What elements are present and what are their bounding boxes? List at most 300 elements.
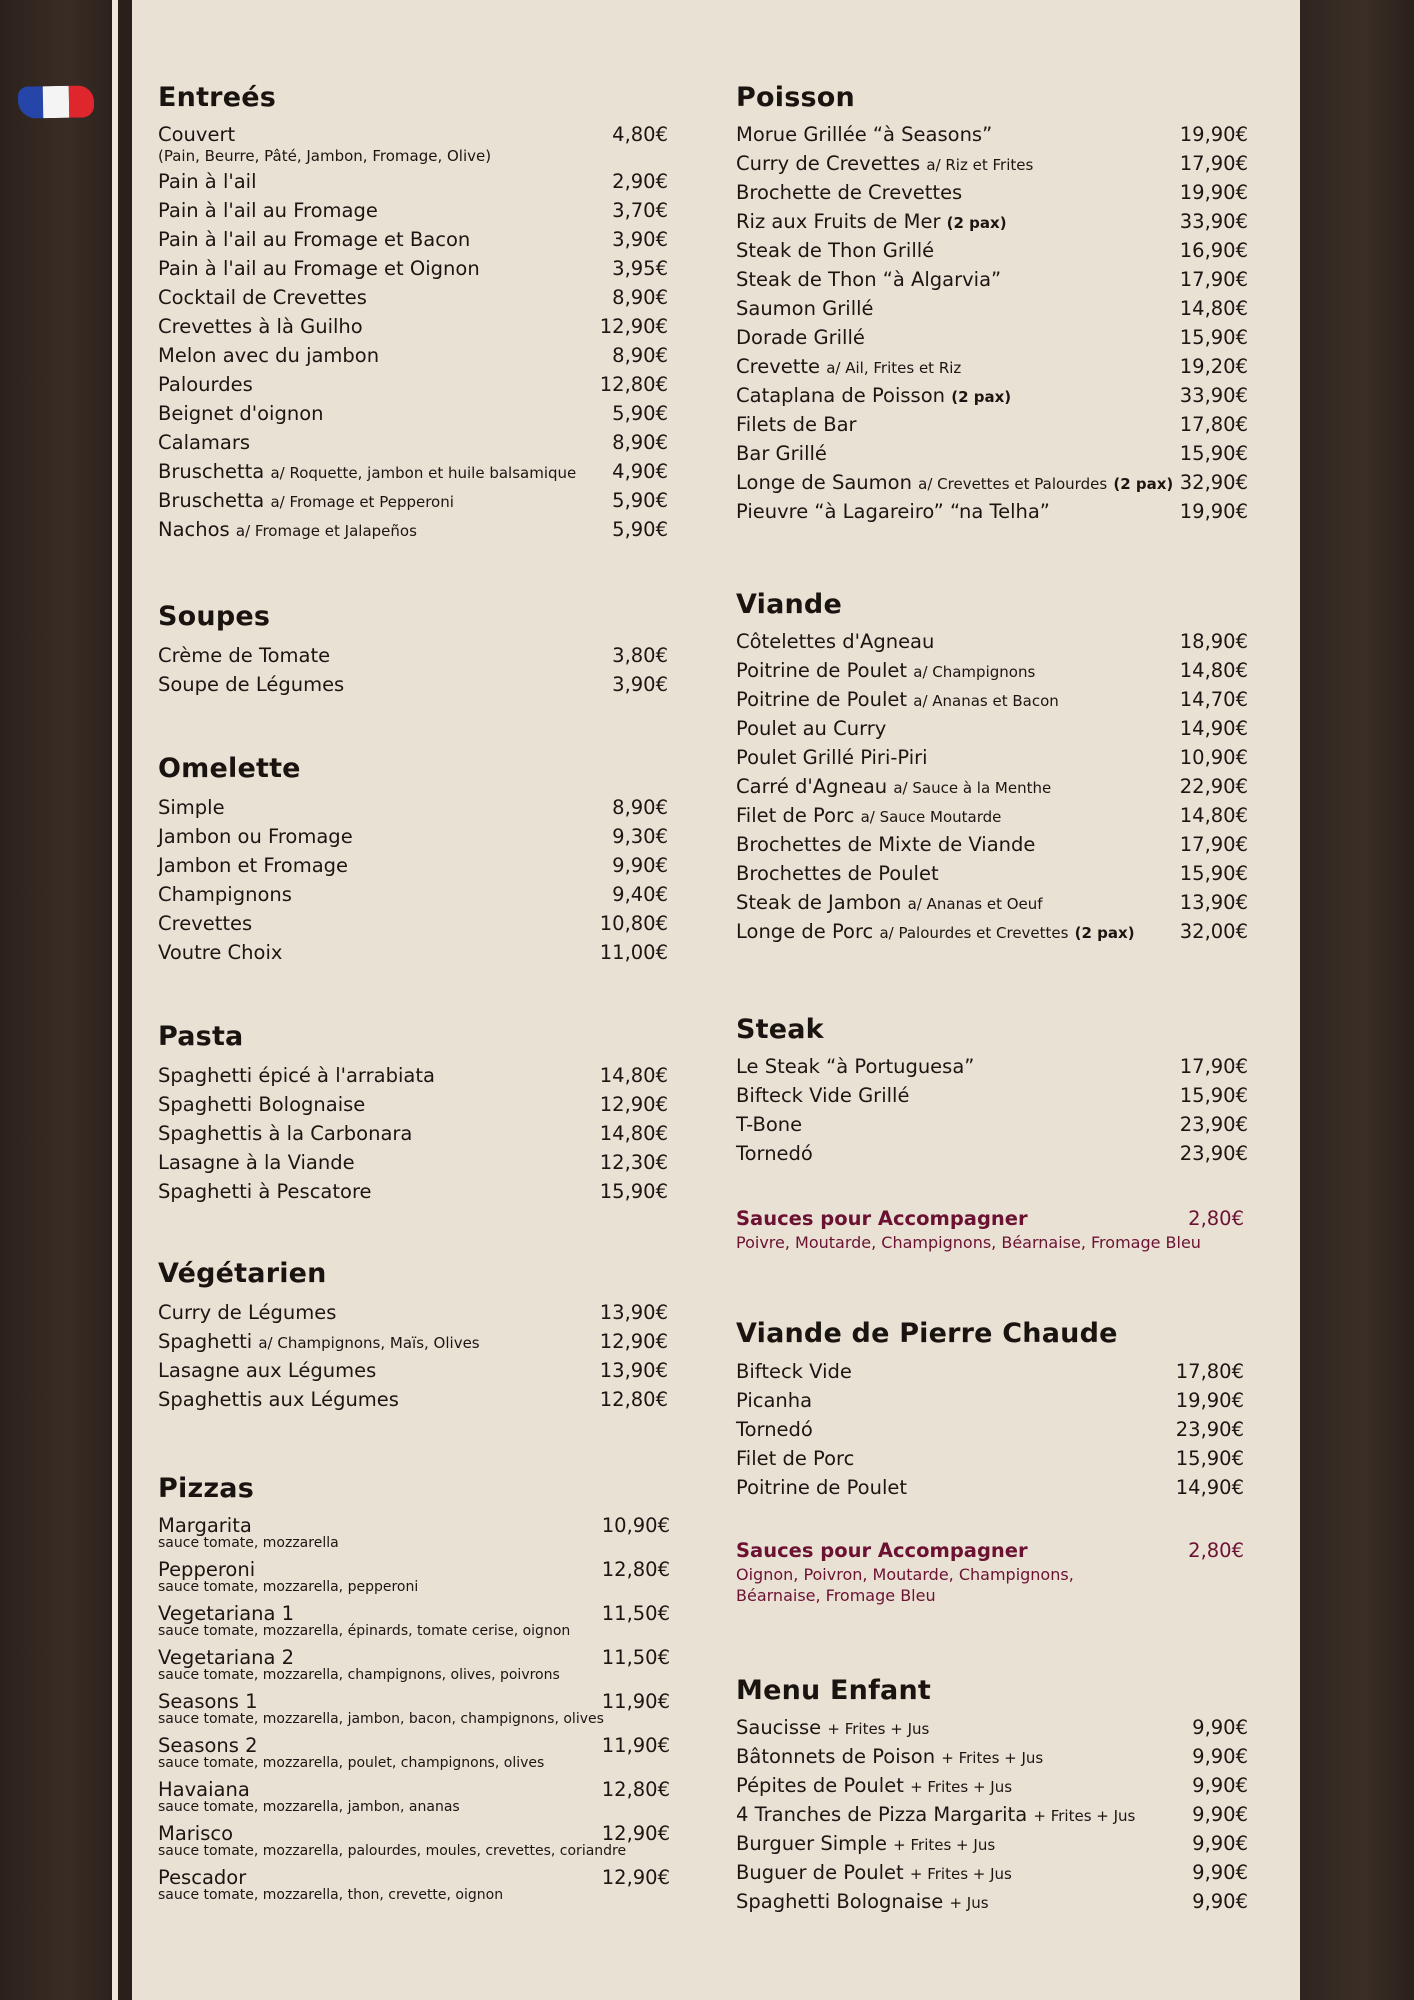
menu-item [158,1327,668,1356]
item-price: 5,90€ [612,402,668,425]
item-price: 15,90€ [1175,1447,1244,1470]
item-name: Beignet d'oignon [158,402,324,425]
item-name: Voutre Choix [158,941,283,964]
section-title: Menu Enfant [736,1675,931,1706]
item-name: Tornedó [736,1142,813,1165]
item-price: 23,90€ [1175,1418,1244,1441]
menu-item [158,283,668,312]
item-price: 17,80€ [1179,413,1248,436]
item-label [736,685,1059,716]
menu-item [158,1061,668,1090]
item-detail: a/ Palourdes et Crevettes [879,924,1069,942]
item-label [158,225,470,254]
item-price: 14,80€ [599,1064,668,1087]
sauce-price: 2,80€ [1188,1207,1244,1230]
item-name: Pieuvre “à Lagareiro” “na Telha” [736,500,1050,523]
menu-item [736,120,1248,149]
item-label [158,486,454,517]
item-name: Tornedó [736,1418,813,1441]
menu-item [158,1298,668,1327]
item-name: Spaghettis à la Carbonara [158,1122,413,1145]
item-label [158,909,252,938]
item-name: Brochettes de Poulet [736,862,939,885]
item-name: Steak de Thon Grillé [736,239,935,262]
item-price: 11,90€ [601,1734,670,1757]
item-label [736,497,1050,526]
menu-item [736,888,1248,917]
item-price: 18,90€ [1179,630,1248,653]
item-price: 9,90€ [612,854,668,877]
menu-item [158,1119,668,1148]
item-price: 12,80€ [599,373,668,396]
item-name: Poitrine de Poulet [736,1476,908,1499]
item-name: Morue Grillée “à Seasons” [736,123,993,146]
item-price: 13,90€ [599,1359,668,1382]
item-name: Melon avec du jambon [158,344,380,367]
sauce-title: Sauces pour Accompagner [736,1539,1028,1562]
menu-item [736,1139,1248,1168]
item-label [158,1177,372,1206]
menu-item [736,1829,1248,1858]
item-label [158,283,367,312]
sauce-options: Oignon, Poivron, Moutarde, Champignons, Béarnaise, Fromage Bleu [736,1565,1074,1605]
item-price: 19,20€ [1179,355,1248,378]
item-price: 32,00€ [1179,920,1248,943]
item-price: 11,00€ [599,941,668,964]
item-detail: a/ Fromage et Jalapeños [235,522,417,540]
item-detail: + Frites + Jus [910,1778,1013,1796]
item-name: Jambon ou Fromage [158,825,353,848]
item-price: 8,90€ [612,796,668,819]
item-detail: a/ Ail, Frites et Riz [826,359,962,377]
item-label [736,714,886,743]
section-pasta [158,1021,668,1206]
left-frame [0,0,110,2000]
section-steak [736,1014,1248,1168]
item-label [158,1148,355,1177]
item-description: sauce tomate, mozzarella, jambon, ananas [158,1799,460,1815]
menu-item [736,410,1248,439]
item-price: 19,90€ [1179,181,1248,204]
item-price: 15,90€ [599,1180,668,1203]
item-label [736,410,857,439]
item-name: Cocktail de Crevettes [158,286,367,309]
sauce-options: Poivre, Moutarde, Champignons, Béarnaise, Fromage Bleu [736,1233,1201,1252]
item-name: Spaghetti Bolognaise [158,1093,366,1116]
item-price: 16,90€ [1179,239,1248,262]
item-name: Crème de Tomate [158,644,331,667]
item-detail: a/ Sauce Moutarde [860,808,1002,826]
item-price: 19,90€ [1179,500,1248,523]
item-name: Curry de Crevettes [736,152,921,175]
item-detail: + Frites + Jus [1033,1807,1136,1825]
menu-item [158,428,668,457]
item-label [736,265,1001,294]
item-name: Pescador [158,1866,247,1889]
item-name: Dorade Grillé [736,326,865,349]
item-price: 22,90€ [1179,775,1248,798]
item-name: Marisco [158,1822,234,1845]
item-price: 5,90€ [612,518,668,541]
menu-item [736,714,1248,743]
item-name: Simple [158,796,225,819]
item-detail: a/ Riz et Frites [926,156,1034,174]
right-frame [1300,0,1414,2000]
item-name: Bâtonnets de Poison [736,1745,936,1768]
item-price: 15,90€ [1179,326,1248,349]
item-description: sauce tomate, mozzarella, palourdes, moules, crevettes, coriandre [158,1843,627,1859]
item-label [736,1473,907,1502]
item-name: Brochette de Crevettes [736,181,963,204]
item-price: 14,70€ [1179,688,1248,711]
section-enfant [736,1675,1248,1916]
item-label [158,1327,480,1358]
steak-sauces [736,1206,1244,1253]
menu-item [736,294,1248,323]
item-name: Vegetariana 2 [158,1646,295,1669]
item-name: Seasons 2 [158,1734,258,1757]
menu-item [736,1858,1248,1887]
item-price: 8,90€ [612,431,668,454]
section-viande [736,589,1248,946]
menu-item [736,178,1248,207]
menu-item [158,370,668,399]
item-name: Seasons 1 [158,1690,258,1713]
menu-item [736,236,1248,265]
item-detail: + Frites + Jus [827,1720,930,1738]
menu-item [158,851,668,880]
item-label [736,1887,989,1918]
menu-item [736,685,1248,714]
menu-item [736,743,1248,772]
item-detail: a/ Fromage et Pepperoni [270,493,454,511]
item-name: Havaiana [158,1778,250,1801]
item-label [158,1356,376,1385]
item-label [736,917,1135,948]
item-price: 14,90€ [1175,1476,1244,1499]
menu-item [736,149,1248,178]
item-name: Spaghetti épicé à l'arrabiata [158,1064,435,1087]
item-price: 14,80€ [1179,804,1248,827]
item-price: 2,90€ [612,170,668,193]
item-label [158,312,363,341]
item-name: Pepperoni [158,1558,256,1581]
sauce-title: Sauces pour Accompagner [736,1207,1028,1230]
item-price: 12,30€ [599,1151,668,1174]
item-name: Lasagne à la Viande [158,1151,355,1174]
item-description: sauce tomate, mozzarella, jambon, bacon, champignons, olives [158,1711,604,1727]
item-label [736,352,961,383]
item-name: Pépites de Poulet [736,1774,904,1797]
section-title: Steak [736,1014,824,1045]
pizza-item [158,1514,670,1558]
menu-item [158,515,668,544]
item-name: Spaghetti Bolognaise [736,1890,944,1913]
pizza-item [158,1734,670,1778]
menu-item [158,822,668,851]
item-name: Bifteck Vide Grillé [736,1084,910,1107]
menu-item [158,1148,668,1177]
menu-item [736,381,1248,410]
item-price: 9,90€ [1192,1861,1248,1884]
item-price: 13,90€ [1179,891,1248,914]
menu-item [158,880,668,909]
item-name: Bar Grillé [736,442,827,465]
item-name: Lasagne aux Légumes [158,1359,377,1382]
item-label [736,1800,1135,1831]
item-name: Picanha [736,1389,813,1412]
section-title: Entreés [158,82,276,113]
item-name: Pain à l'ail au Fromage [158,199,378,222]
item-price: 12,80€ [599,1388,668,1411]
item-label [158,641,330,670]
menu-item [158,457,668,486]
item-label [736,207,1007,238]
item-price: 12,90€ [599,1093,668,1116]
section-omelette [158,753,668,967]
item-price: 12,90€ [601,1822,670,1845]
pizza-item [158,1646,670,1690]
section-title: Omelette [158,753,301,784]
item-name: Longe de Saumon [736,471,912,494]
item-label [736,1052,974,1081]
item-price: 3,90€ [612,673,668,696]
item-description: sauce tomate, mozzarella [158,1535,339,1551]
menu-item [158,225,668,254]
item-label [158,1090,365,1119]
item-label [736,294,874,323]
pizza-item [158,1866,670,1910]
menu-item [736,772,1248,801]
left-stripe [112,0,118,2000]
item-name: Poitrine de Poulet [736,659,908,682]
item-price: 13,90€ [599,1301,668,1324]
menu-item [736,265,1248,294]
item-price: 9,90€ [1192,1716,1248,1739]
item-label [736,627,934,656]
menu-item [736,439,1248,468]
section-title: Viande de Pierre Chaude [736,1318,1118,1349]
item-description: sauce tomate, mozzarella, thon, crevette, oignon [158,1887,504,1903]
item-label [736,1713,929,1744]
item-price: 3,80€ [612,644,668,667]
item-detail: a/ Sauce à la Menthe [893,779,1052,797]
item-label [158,254,480,283]
menu-item [736,801,1248,830]
pizza-item [158,1822,670,1866]
item-name: Nachos [158,518,230,541]
item-name: Vegetariana 1 [158,1602,295,1625]
item-label [158,1385,399,1414]
item-price: 8,90€ [612,286,668,309]
item-label [736,1415,813,1444]
item-name: Steak de Jambon [736,891,902,914]
item-label [158,1119,412,1148]
section-pierre [736,1318,1244,1502]
item-label [736,323,865,352]
item-name: Côtelettes d'Agneau [736,630,935,653]
item-label [736,1386,812,1415]
item-name: Palourdes [158,373,253,396]
item-label [736,178,962,207]
item-name: Crevettes à là Guilho [158,315,363,338]
item-price: 10,80€ [599,912,668,935]
menu-item [158,1090,668,1119]
item-name: Longe de Porc [736,920,874,943]
pizza-item [158,1558,670,1602]
item-name: Cataplana de Poisson [736,384,946,407]
menu-item [158,167,668,196]
menu-item [158,486,668,515]
item-label [158,196,378,225]
item-detail: a/ Crevettes et Palourdes [918,475,1108,493]
item-name: Bruschetta [158,489,265,512]
item-price: 17,90€ [1179,268,1248,291]
item-label [736,743,928,772]
item-label [158,341,379,370]
item-detail: a/ Ananas et Oeuf [907,895,1043,913]
menu-item [736,1473,1244,1502]
item-label [158,515,417,546]
item-name: Saucisse [736,1716,822,1739]
menu-item [736,627,1248,656]
item-price: 15,90€ [1179,1084,1248,1107]
item-label [158,370,253,399]
menu-item [736,1713,1248,1742]
pizza-item [158,1778,670,1822]
item-price: 10,90€ [601,1514,670,1537]
pizza-item [158,1690,670,1734]
menu-item [158,399,668,428]
item-name: Pain à l'ail [158,170,257,193]
menu-item [736,207,1248,236]
item-name: Poulet au Curry [736,717,887,740]
item-price: 3,70€ [612,199,668,222]
item-label [736,801,1001,832]
section-poisson [736,82,1248,526]
sauce-price: 2,80€ [1188,1539,1244,1562]
item-label [736,1357,852,1386]
item-label [158,938,282,967]
menu-item [736,1081,1248,1110]
item-label [736,1858,1012,1889]
item-name: Spaghettis aux Légumes [158,1388,399,1411]
item-label [736,149,1033,180]
item-name: Couvert [158,123,236,146]
item-price: 10,90€ [1179,746,1248,769]
item-price: 17,90€ [1179,152,1248,175]
menu-item [736,1357,1244,1386]
item-price: 17,80€ [1175,1360,1244,1383]
item-price: 5,90€ [612,489,668,512]
item-label [158,670,344,699]
menu-item [736,497,1248,526]
item-description: sauce tomate, mozzarella, champignons, olives, poivrons [158,1667,560,1683]
item-name: Crevettes [158,912,253,935]
item-name: Pain à l'ail au Fromage et Bacon [158,228,471,251]
menu-item [158,909,668,938]
item-detail: + Jus [949,1894,989,1912]
item-name: T-Bone [736,1113,803,1136]
item-price: 8,90€ [612,344,668,367]
item-label [158,457,576,488]
item-price: 9,90€ [1192,1890,1248,1913]
item-label [158,428,250,457]
item-price: 15,90€ [1179,442,1248,465]
item-name: Spaghetti [158,1330,253,1353]
menu-item [736,1887,1248,1916]
item-detail: a/ Champignons [913,663,1036,681]
item-label [158,851,348,880]
section-title: Pizzas [158,1473,254,1504]
menu-item [158,254,668,283]
item-detail: + Frites + Jus [941,1749,1044,1767]
section-soupes [158,601,668,699]
item-description: sauce tomate, mozzarella, pepperoni [158,1579,419,1595]
france-flag-icon[interactable] [18,85,95,118]
menu-item [158,1177,668,1206]
menu-item [736,352,1248,381]
pierre-sauces [736,1538,1244,1606]
item-detail: a/ Champignons, Maïs, Olives [258,1334,480,1352]
item-label [736,439,827,468]
item-name: Poulet Grillé Piri-Piri [736,746,928,769]
section-title: Soupes [158,601,271,632]
item-price: 19,90€ [1175,1389,1244,1412]
menu-item [158,938,668,967]
item-price: 4,90€ [612,460,668,483]
item-detail: a/ Roquette, jambon et huile balsamique [270,464,577,482]
item-price: 14,80€ [1179,297,1248,320]
item-label [736,1771,1012,1802]
item-name: Burguer Simple [736,1832,887,1855]
item-label [736,1139,813,1168]
item-price: 14,80€ [599,1122,668,1145]
section-pizzas [158,1473,670,1910]
pizza-item [158,1602,670,1646]
section-title: Poisson [736,82,855,113]
menu-item [736,1386,1244,1415]
item-name: Riz aux Fruits de Mer [736,210,941,233]
item-price: 14,90€ [1179,717,1248,740]
item-name: Curry de Légumes [158,1301,337,1324]
item-pax: (2 pax) [951,388,1012,406]
item-label [736,468,1173,499]
item-name: Poitrine de Poulet [736,688,908,711]
item-name: Filet de Porc [736,804,855,827]
menu-item [736,917,1248,946]
item-name: 4 Tranches de Pizza Margarita [736,1803,1028,1826]
item-price: 17,90€ [1179,1055,1248,1078]
item-name: Jambon et Fromage [158,854,349,877]
item-label [158,880,292,909]
item-label [158,167,257,196]
item-price: 3,95€ [612,257,668,280]
item-name: Champignons [158,883,292,906]
section-title: Viande [736,589,842,620]
item-price: 12,90€ [599,1330,668,1353]
item-description: sauce tomate, mozzarella, poulet, champignons, olives [158,1755,545,1771]
item-name: Soupe de Légumes [158,673,345,696]
menu-item [736,1110,1248,1139]
item-price: 14,80€ [1179,659,1248,682]
item-price: 12,80€ [601,1558,670,1581]
item-pax: (2 pax) [946,214,1007,232]
item-price: 23,90€ [1179,1142,1248,1165]
item-label [158,793,225,822]
menu-item [158,196,668,225]
menu-item [736,1742,1248,1771]
